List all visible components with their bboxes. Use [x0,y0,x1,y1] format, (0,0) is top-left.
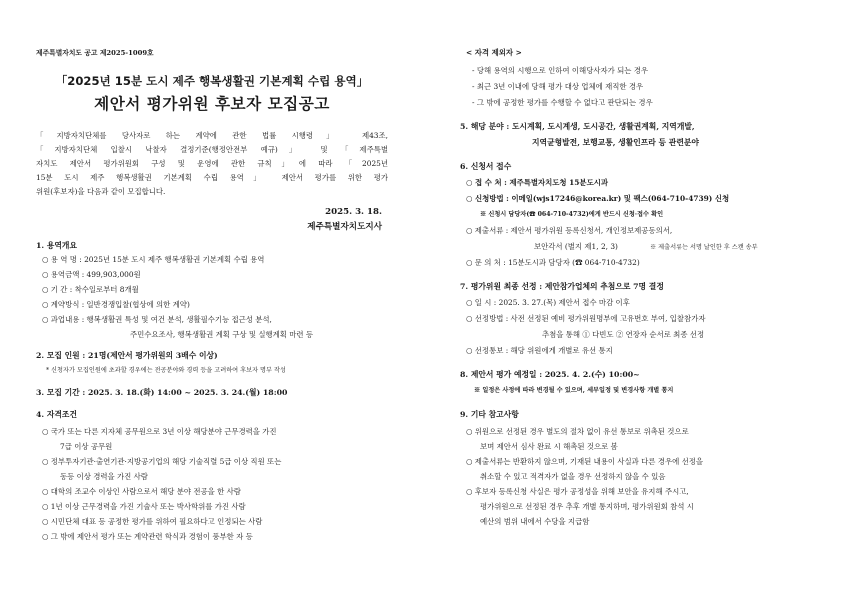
intro-line: 자치도 제안서 평가위원회 구성 및 운영에 관한 규칙」에 따라 「2025년 [36,159,388,168]
disqualified-item: - 당해 용역의 시행으로 인하여 이해당사자가 되는 경우 [472,66,649,75]
qualification-item: 7급 이상 공무원 [60,442,113,451]
issuer: 제주특별자치도지사 [307,222,382,232]
section-heading-selection: 7. 평가위원 최종 선정 : 제안참가업체의 추첨으로 7명 결정 [460,282,664,291]
title-project: 「2025년 15분 도시 제주 행복생활권 기본계획 수립 용역」 [55,74,369,88]
selection-item: ○ 일 시 : 2025. 3. 27.(목) 제안서 접수 마감 이후 [466,298,630,307]
overview-item: ○ 과업내용 : 행복생활권 특성 및 여건 분석, 생활필수기능 접근성 분석, [42,315,272,324]
notice-number: 제주특별자치도 공고 제2025-1009호 [36,49,154,57]
disqualified-item: - 최근 3년 이내에 당해 평가 대상 업체에 재직한 경우 [472,82,644,91]
section-heading-eval-date: 8. 제안서 평가 예정일 : 2025. 4. 2.(수) 10:00~ [460,370,640,379]
application-office: ○ 접 수 처 : 제주특별자치도청 15분도시과 [466,178,608,187]
selection-item: 추첨을 통해 ① 다빈도 ② 연장자 순서로 최종 선정 [542,330,705,339]
application-confirm-note: ※ 신청시 담당자(☎ 064-710-4732)에게 반드시 신청·접수 확인 [480,211,664,218]
section-heading-notes: 9. 기타 참고사항 [460,410,519,419]
qualification-item: ○ 정부투자기관·출연기관·지방공기업의 해당 기술직렬 5급 이상 직원 또는 [42,457,282,466]
section-heading-recruit-count: 2. 모집 인원 : 21명(제안서 평가위원의 3배수 이상) [36,351,218,360]
notes-item: 취소할 수 있고 적격자가 없을 경우 선정하지 않을 수 있음 [480,472,666,481]
disqualified-heading: < 자격 제외자 > [466,48,522,57]
disqualified-item: - 그 밖에 공정한 평가를 수행할 수 없다고 판단되는 경우 [472,98,653,107]
qualification-item: ○ 1년 이상 근무경력을 가진 기술사 또는 박사학위를 가진 사람 [42,502,246,511]
overview-item: ○ 기 간 : 착수일로부터 8개월 [42,285,139,294]
application-method: ○ 신청방법 : 이메일(wjs17246@korea.kr) 및 팩스(064-710-4739) 신청 [466,194,730,203]
qualification-item: 동등 이상 경력을 가진 사람 [60,472,148,481]
selection-item: ○ 선정통보 : 해당 위원에게 개별로 유선 통지 [466,346,613,355]
section-heading-application: 6. 신청서 접수 [460,162,512,171]
application-documents: ○ 제출서류 : 제안서 평가위원 등록신청서, 개인정보제공동의서, [466,226,673,235]
notes-item: 예산의 범위 내에서 수당을 지급함 [480,517,590,526]
intro-line: 「지방자치단체를 당사자로 하는 계약에 관한 법률 시행령」 제43조, [36,131,388,140]
section-heading-overview: 1. 용역개요 [36,241,77,250]
intro-line: 위원(후보자)을 다음과 같이 모집합니다. [36,187,166,196]
intro-line: 15분 도시 제주 행복생활권 기본계획 수립 용역」 제안서 평가를 위한 평가 [36,173,388,182]
notes-item: ○ 위원으로 선정된 경우 별도의 절차 없이 유선 통보로 위촉된 것으로 [466,427,689,436]
qualification-item: ○ 국가 또는 다른 지자체 공무원으로 3년 이상 해당분야 근무경력을 가진 [42,427,277,436]
field-line: 지역균형발전, 보행교통, 생활인프라 등 관련분야 [532,138,699,147]
notes-item: 보며 제안서 심사 완료 시 해촉된 것으로 봄 [480,442,618,451]
notes-item: 평가위원으로 선정된 경우 추후 개별 통지하며, 평가위원회 참석 시 [480,502,694,511]
overview-item: ○ 용역금액 : 499,903,000원 [42,270,141,279]
notes-item: ○ 제출서류는 반환하지 않으며, 기재된 내용이 사실과 다른 경우에 선정을 [466,457,703,466]
overview-item: 주민수요조사, 행복생활권 계획 구상 및 실행계획 마련 등 [130,330,314,339]
application-documents-cont: 보안각서 (별지 제1, 2, 3) [534,242,618,251]
section-heading-field: 5. 해당 분야 : 도시계획, 도시계생, 도시공간, 생활권계획, 지역개발, [460,122,695,131]
section-heading-qualification: 4. 자격조건 [36,410,77,419]
qualification-item: ○ 그 밖에 제안서 평가 또는 계약관련 학식과 경험이 풍부한 자 등 [42,532,253,541]
overview-item: ○ 용 역 명 : 2025년 15분 도시 제주 행복생활권 기본계획 수립 용역 [42,255,265,264]
qualification-item: ○ 시민단체 대표 등 공정한 평가를 위하여 필요하다고 인정되는 사람 [42,517,263,526]
selection-item: ○ 선정방법 : 사전 선정된 예비 평가위원명부에 고유번호 부여, 입찰참가자 [466,314,706,323]
notes-item: ○ 후보자 등록신청 사실은 평가 공정성을 위해 보안을 유지해 주시고, [466,487,689,496]
section-heading-period: 3. 모집 기간 : 2025. 3. 18.(화) 14:00 ~ 2025. 3. 24.(월) 18:00 [36,388,288,397]
notice-date: 2025. 3. 18. [325,207,382,217]
intro-line: 「지방자치단체 입찰시 낙찰자 결정기준(행정안전부 예규)」 및 「제주특별 [36,145,388,154]
recruit-note: * 신청자가 모집인원에 초과할 경우에는 전공분야와 경력 등을 고려하여 후보자 명부 작성 [46,367,286,374]
overview-item: ○ 계약방식 : 일반경쟁입찰(협상에 의한 계약) [42,300,190,309]
eval-date-note: ※ 일정은 사정에 따라 변경될 수 있으며, 세부일정 및 변경사항 개별 통지 [474,387,674,394]
qualification-item: ○ 대학의 조교수 이상인 사람으로서 해당 분야 전공을 한 사람 [42,487,241,496]
application-scan-note: ※ 제출서류는 서명 날인한 후 스캔 송부 [650,244,758,251]
application-contact: ○ 문 의 처 : 15분도시과 담당자 (☎ 064-710-4732) [466,258,640,267]
page-title: 제안서 평가위원 후보자 모집공고 [94,95,330,113]
